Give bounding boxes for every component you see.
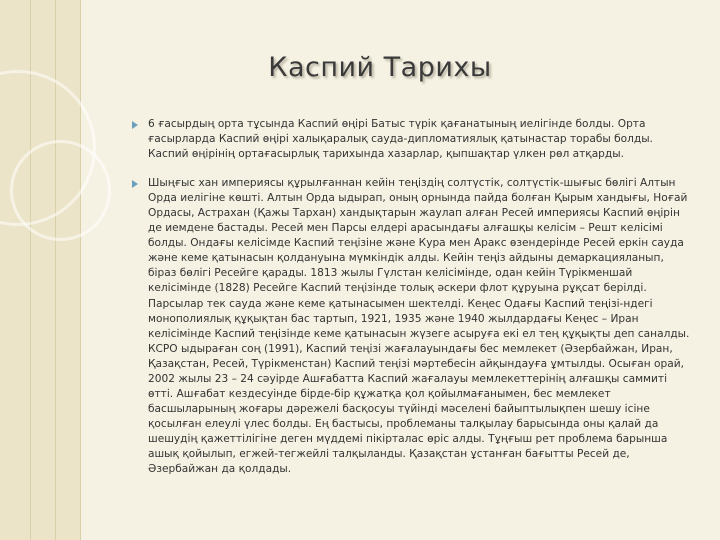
slide-body [130, 117, 695, 491]
slide-title: Каспий Тарихы [268, 52, 492, 83]
paragraph-text: 6 ғасырдың орта тұсында Каспий өңірі Батыс түрік қағанатының иелігінде болды. Орта ғасырларда Каспий өңірі халықаралық сауда-дипломатиялық қатынастар торабы болды. Каспий өңірінің ортағасырлық тарихында хазарлар, қыпшақтар үлкен рөл атқарды. [148, 118, 653, 161]
bullet-paragraph-1 [130, 117, 695, 162]
decorative-circle [10, 140, 111, 241]
bullet-icon [132, 180, 138, 188]
band-line [80, 0, 81, 540]
bullet-paragraph-2 [130, 176, 695, 477]
bullet-icon [132, 121, 138, 129]
paragraph-text: Шыңғыс хан империясы құрылғаннан кейін теңіздің солтүстік, солтүстік-шығыс бөлігі Алтын Орда иелігіне көшті. Алтын Орда ыдырап, оның орнында пайда болған Қырым хандығы, Ноғай Ордасы, Астрахан (Қажы Тархан) хандықтарын жаулап алған Ресей империясы Каспий өңірін де иемдене бастады. Ресей мен Парсы елдері арасындағы алғашқы келісім – Решт келісімі болды. Ондағы келісімде Каспий теңізіне және Кура мен Аракс өзендерінде Ресей еркін сауда және кеме қатынасын қолдануына мүмкіндік алды. Кейін теңіз айдыны демаркацияланып, біраз бөлігі Ресейге қарады. 1813 жылы Гүлстан келісімінде, одан кейін Түрікменшай келісімінде (1828) Ресейге Каспий теңізінде толық әскери флот құруына рұқсат берілді. Парсылар тек сауда және кеме қатынасымен шектелді. Кеңес Одағы Каспий теңізі-ндегі монополиялық құқықтан бас тартып, 1921, 1935 және 1940 жылдардағы Кеңес – Иран келісімінде Каспий теңізінде кеме қатынасын жүзеге асыруға екі ел тең құқықты деп саналды. КСРО ыдыраған соң (1991), Каспий теңізі жағалауындағы бес мемлекет (Әзербайжан, Иран, Қазақстан, Ресей, Түрікменстан) Каспий теңізі мәртебесін айқындауға ұмтылды. Осыған орай, 2002 жылы 23 – 24 сәуірде Ашғабатта Каспий жағалауы мемлекеттерінің алғашқы саммиті өтті. Ашғабат кездесуінде бірде-бір құжатқа қол қойылмағанымен, бес мемлекет басшыларының жоғары дәрежелі басқосуы түйінді мәселені байыптылықпен шешу ісіне қосылған елеулі үлес болды. Ең бастысы, проблеманы талқылау барысында оны қалай да шешудің қажеттілігіне деген мүддемі пікірталас өріс алды. Тұңғыш рет проблема барынша ашық қойылып, егжей-тегжейлі талқыланды. Қазақстан ұстанған бағытты Ресей де, Әзербайжан да қолдады. [148, 177, 690, 476]
